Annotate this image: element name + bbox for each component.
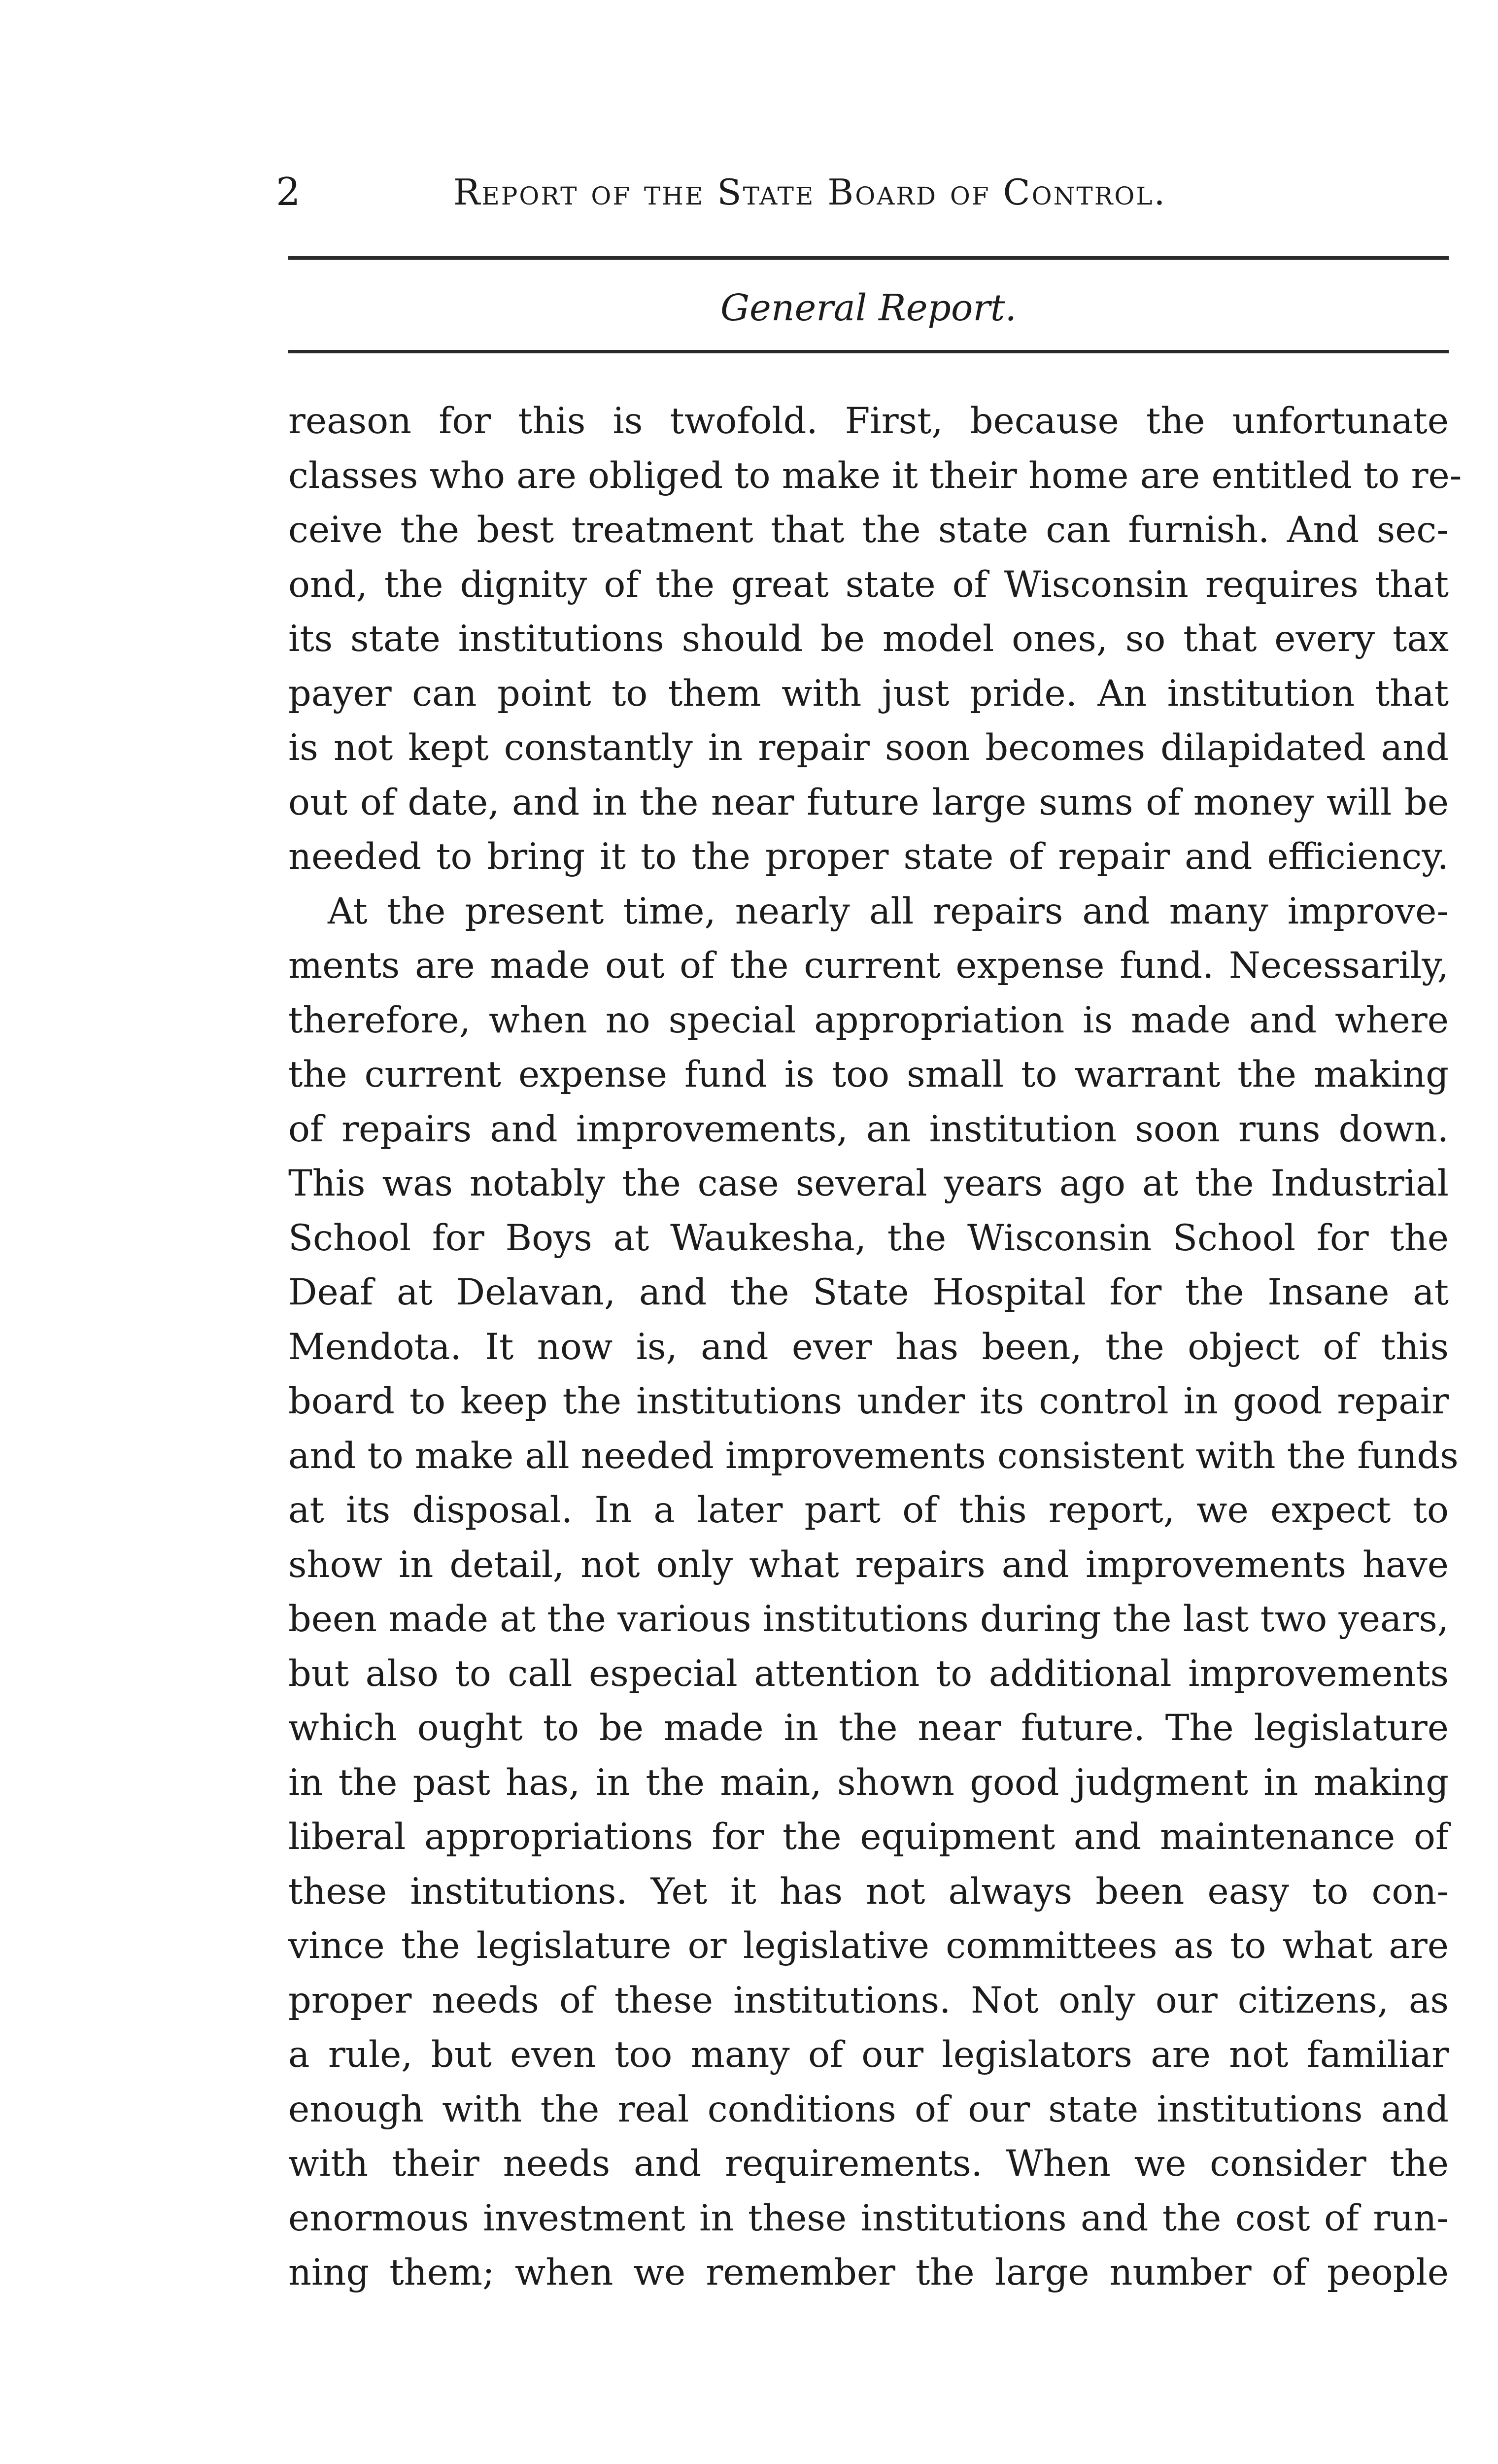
text-line: enough with the real conditions of our state institutions and (288, 2088, 1449, 2130)
text-line: a rule, but even too many of our legislators are not familiar (288, 2034, 1449, 2076)
page-number: 2 (276, 170, 301, 214)
text-line: reason for this is twofold. First, because the unfortunate (288, 400, 1449, 442)
text-line: at its disposal. In a later part of this report, we expect to (288, 1489, 1449, 1531)
text-line: liberal appropriations for the equipment and maintenance of (288, 1816, 1449, 1858)
text-line: ments are made out of the current expense fund. Necessarily, (288, 945, 1449, 987)
text-line: ning them; when we remember the large number of people (288, 2252, 1449, 2293)
text-line: is not kept constantly in repair soon becomes dilapidated and (288, 727, 1449, 769)
text-line: Mendota. It now is, and ever has been, the object of this (288, 1326, 1449, 1368)
text-line: This was notably the case several years ago at the Industrial (288, 1163, 1449, 1204)
text-line: payer can point to them with just pride. An institution that (288, 672, 1449, 715)
text-line: in the past has, in the main, shown good judgment in making (288, 1761, 1449, 1804)
text-line: the current expense fund is too small to warrant the making (288, 1054, 1449, 1095)
text-line: which ought to be made in the near future. The legislature (288, 1707, 1449, 1749)
header-rule-bottom (288, 350, 1449, 353)
paragraph-first-line: At the present time, nearly all repairs and many improve- (328, 890, 1449, 932)
text-line: therefore, when no special appropriation is made and where (288, 999, 1449, 1041)
text-line: but also to call especial attention to additional improvements (288, 1652, 1449, 1695)
section-heading: General Report. (720, 287, 1017, 329)
text-line: with their needs and requirements. When we consider the (288, 2143, 1449, 2185)
text-line: show in detail, not only what repairs and improvements have (288, 1543, 1449, 1586)
text-line: classes who are obliged to make it their home are entitled to re- (288, 454, 1462, 497)
text-line: of repairs and improvements, an institution soon runs down. (288, 1108, 1449, 1150)
text-line: been made at the various institutions during the last two years, (288, 1598, 1449, 1640)
body-text (288, 394, 1462, 2300)
text-line: proper needs of these institutions. Not only our citizens, as (288, 1979, 1449, 2021)
text-line: needed to bring it to the proper state of repair and efficiency. (288, 836, 1449, 878)
text-line: ond, the dignity of the great state of Wisconsin requires that (288, 563, 1449, 606)
text-line: board to keep the institutions under its control in good repair (288, 1380, 1449, 1422)
text-line: ceive the best treatment that the state can furnish. And sec- (288, 509, 1449, 551)
text-line: out of date, and in the near future large sums of money will be (288, 781, 1449, 823)
header-rule-top (288, 256, 1449, 260)
text-line: its state institutions should be model ones, so that every tax (288, 618, 1449, 660)
text-line: School for Boys at Waukesha, the Wisconsin School for the (288, 1217, 1449, 1259)
running-header (276, 163, 1449, 222)
text-line: vince the legislature or legislative committees as to what are (288, 1925, 1449, 1967)
text-line: these institutions. Yet it has not always been easy to con- (288, 1870, 1449, 1913)
running-title: Report of the State Board of Control. (453, 171, 1167, 213)
text-line: enormous investment in these institutions and the cost of run- (288, 2197, 1449, 2239)
text-line: Deaf at Delavan, and the State Hospital for the Insane at (288, 1271, 1449, 1313)
text-line: and to make all needed improvements consistent with the funds (288, 1435, 1459, 1477)
